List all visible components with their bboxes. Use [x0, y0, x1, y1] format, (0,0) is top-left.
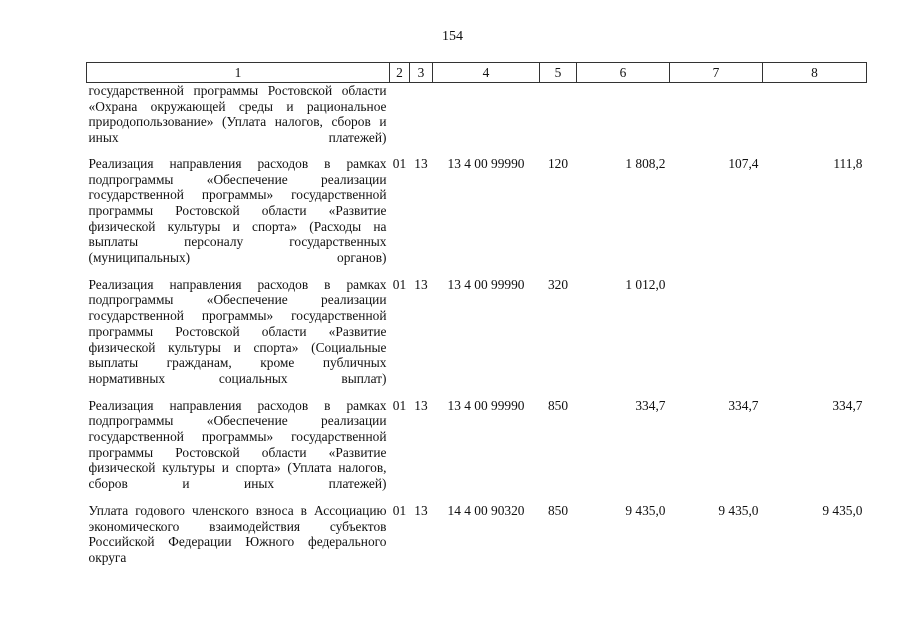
cell-expense-type: [540, 83, 577, 154]
cell-amount-6: [577, 83, 670, 154]
row-description: государственной программы Ростовской области «Охрана окружающей среды и рациональное природопользование» (Уплата налогов, сборов и иных платежей): [88, 83, 387, 146]
cell-target-article: 13 4 00 99990: [447, 155, 525, 171]
cell-subsection: 13: [414, 276, 428, 292]
table-row: [87, 501, 867, 575]
cell-amount-7: 334,7: [728, 397, 759, 413]
table-row: [87, 396, 867, 501]
cell-amount-8: 111,8: [833, 155, 863, 171]
cell-section: 01: [392, 397, 407, 413]
cell-target-article: 14 4 00 90320: [447, 502, 525, 518]
cell-amount-7: [670, 83, 763, 154]
row-description: Реализация направления расходов в рамках подпрограммы «Обеспечение реализации государственной программы» государственной программы Ростовской области «Развитие физической культуры и спорта» (Расходы на выплаты персоналу государственных (муниципальных) органов): [88, 155, 387, 266]
cell-subsection: 13: [414, 502, 428, 518]
cell-amount-8: 334,7: [832, 397, 863, 413]
column-header-3: 3: [410, 63, 433, 83]
budget-table: [86, 62, 867, 575]
page-number: 154: [442, 29, 463, 44]
cell-target-article: 13 4 00 99990: [447, 397, 525, 413]
cell-subsection: 13: [414, 155, 428, 171]
table-row: [87, 83, 867, 154]
cell-amount-8: [763, 275, 867, 396]
table-row: [87, 275, 867, 396]
cell-expense-type: 120: [547, 155, 569, 171]
column-header-6: 6: [577, 63, 670, 83]
cell-section: [390, 83, 410, 154]
row-description: Реализация направления расходов в рамках подпрограммы «Обеспечение реализации государственной программы» государственной программы Ростовской области «Развитие физической культуры и спорта» (Социальные выплаты гражданам, кроме публичных нормативных социальных выплат): [88, 276, 387, 386]
cell-amount-7: [670, 275, 763, 396]
cell-amount-8: [763, 83, 867, 154]
cell-amount-7: 9 435,0: [718, 502, 759, 518]
column-header-7: 7: [670, 63, 763, 83]
table-header-row: [87, 63, 867, 83]
column-header-4: 4: [433, 63, 540, 83]
table-row: [87, 154, 867, 275]
cell-target-article: 13 4 00 99990: [447, 276, 525, 292]
column-header-1: 1: [87, 63, 390, 83]
cell-expense-type: 850: [547, 502, 569, 518]
cell-amount-6: 1 808,2: [625, 155, 666, 171]
cell-amount-6: 334,7: [635, 397, 666, 413]
row-description: Реализация направления расходов в рамках подпрограммы «Обеспечение реализации государственной программы» государственной программы Ростовской области «Развитие физической культуры и спорта» (Уплата налогов, сборов и иных платежей): [88, 397, 387, 492]
cell-target-article: [433, 83, 540, 154]
cell-section: 01: [392, 155, 407, 171]
cell-subsection: 13: [414, 397, 428, 413]
cell-amount-6: 9 435,0: [625, 502, 666, 518]
row-description: Уплата годового членского взноса в Ассоциацию экономического взаимодействия субъектов Российской Федерации Южного федерального округа: [88, 502, 387, 565]
cell-expense-type: 320: [547, 276, 569, 292]
cell-amount-7: 107,4: [728, 155, 759, 171]
column-header-2: 2: [390, 63, 410, 83]
cell-section: 01: [392, 502, 407, 518]
cell-subsection: [410, 83, 433, 154]
column-header-8: 8: [763, 63, 867, 83]
cell-section: 01: [392, 276, 407, 292]
cell-amount-6: 1 012,0: [625, 276, 666, 292]
cell-expense-type: 850: [547, 397, 569, 413]
cell-amount-8: 9 435,0: [822, 502, 863, 518]
column-header-5: 5: [540, 63, 577, 83]
